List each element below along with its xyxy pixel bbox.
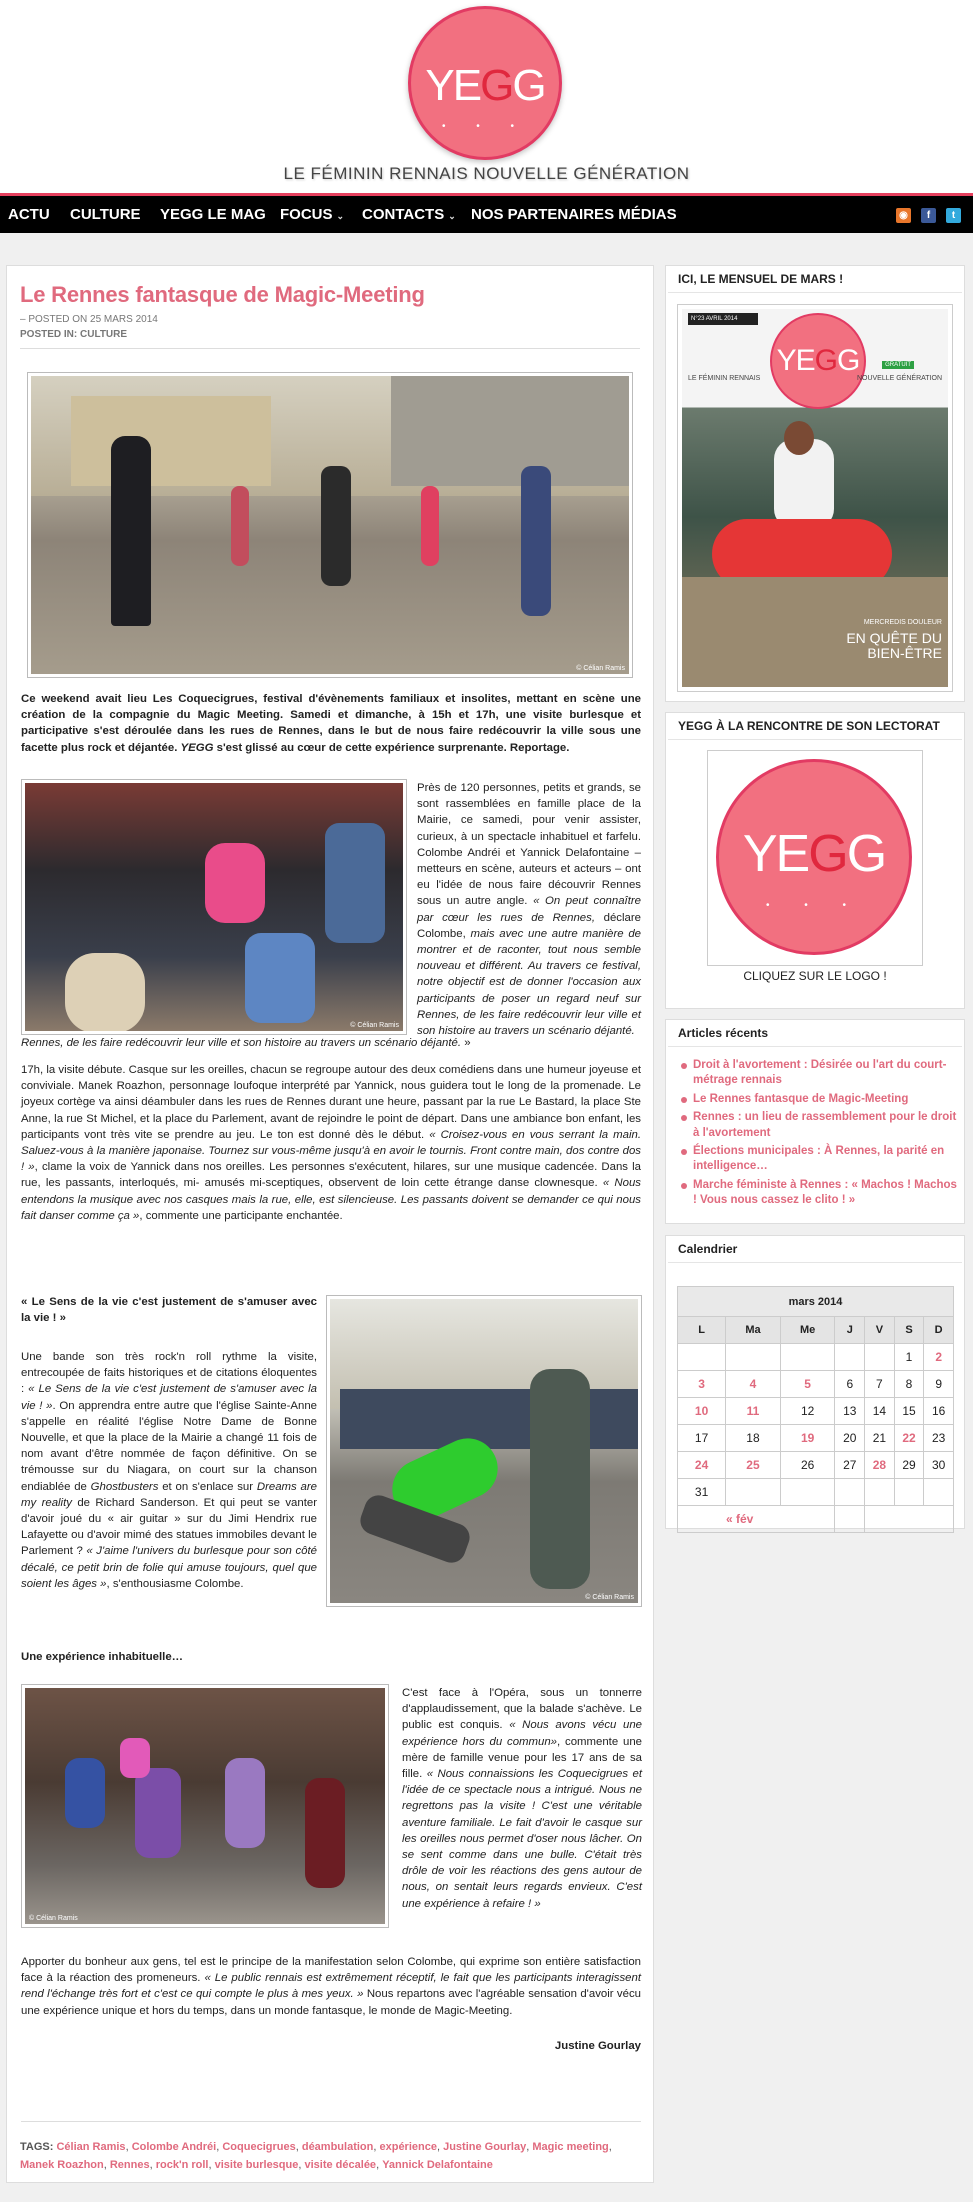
calendar-day: 1 [894, 1344, 924, 1371]
tag-link[interactable]: Coquecigrues [222, 2141, 296, 2153]
tag-separator: , [436, 2141, 444, 2153]
calendar-day [894, 1479, 924, 1506]
chevron-down-icon: ⌄ [448, 211, 456, 221]
calendar-day: 14 [865, 1398, 895, 1425]
widget-recent-posts [665, 1019, 965, 1224]
calendar-weekday: D [924, 1317, 954, 1344]
calendar-day-link[interactable]: 5 [780, 1371, 835, 1398]
recent-post-link[interactable]: Droit à l'avortement : Désirée ou l'art du court-métrage rennais [693, 1059, 947, 1087]
rss-icon[interactable]: ◉ [896, 208, 911, 223]
calendar-day-link[interactable]: 22 [894, 1425, 924, 1452]
calendar-weekday: V [865, 1317, 895, 1344]
nav-item-partenaires[interactable]: NOS PARTENAIRES MÉDIAS [471, 206, 677, 223]
paragraph-1: Près de 120 personnes, petits et grands, se sont rassemblées en famille place de la Mairie, ce samedi, pour venir assister, curieux, à un spectacle inhabituel et farfelu. Colombe Andréi et Yannick Delafontaine – metteurs en scène, auteurs et acteurs – ont eu l'idée de nous faire découvrir Rennes sous un autre angle. « On peut connaître par cœur les rues de Rennes, déclare Colombe, mais avec une autre manière de montrer et de raconter, tout nous semble nouveau et différent. Au travers ce festival, notre objectif est de donner l'occasion aux participants de poser un regard neuf sur Rennes, de les faire redécouvrir leur ville et son histoire au travers un scénario déjanté. [417, 782, 642, 1038]
post-title[interactable]: Le Rennes fantasque de Magic-Meeting [20, 282, 425, 307]
main-nav [0, 193, 973, 233]
calendar-week [678, 1479, 954, 1506]
calendar-day [865, 1344, 895, 1371]
calendar-day: 15 [894, 1398, 924, 1425]
calendar-day: 16 [924, 1398, 954, 1425]
calendar-footer-cell [835, 1506, 865, 1533]
calendar-day [835, 1479, 865, 1506]
tag-separator: , [298, 2159, 305, 2171]
photo-credit: © Célian Ramis [585, 1594, 634, 1601]
cover-issue: N°23 AVRIL 2014 [688, 313, 758, 325]
calendar-day: 6 [835, 1371, 865, 1398]
post-date: – POSTED ON 25 MARS 2014 [20, 314, 158, 325]
paragraph-5: Apporter du bonheur aux gens, tel est le principe de la manifestation selon Colombe, qui exprime son entière satisfaction face à la réaction des promeneurs. « Le public rennais est extrêmement réceptif, le fait que les participants interagissent rend l'échange très fort et c'est ce qui compte le plus à mes yeux. » Nous repartons avec l'agréable sensation d'avoir vécu une expérience unique et hors du temps, dans un monde fantasque, le monde de Magic-Meeting. [21, 1956, 641, 2017]
subheading-1: « Le Sens de la vie c'est justement de s'amuser avec la vie ! » [21, 1296, 317, 1325]
recent-post-item [677, 1058, 957, 1089]
calendar-week [678, 1344, 954, 1371]
photo-dance-green [326, 1295, 642, 1607]
calendar-day: 23 [924, 1425, 954, 1452]
calendar-day: 31 [678, 1479, 726, 1506]
recent-post-link[interactable]: Marche féministe à Rennes : « Machos ! Machos ! Vous nous cassez le clito ! » [693, 1178, 957, 1207]
recent-post-link[interactable]: Rennes : un lieu de rassemblement pour le droit à l'avortement [693, 1111, 957, 1139]
nav-item-contacts[interactable]: CONTACTS ⌄ [362, 206, 456, 223]
calendar-day: 7 [865, 1371, 895, 1398]
paragraph-3: Une bande son très rock'n roll rythme la visite, entrecoupée de faits historiques et de citations éloquentes : « Le Sens de la vie c'est justement de s'amuser avec la vie ! ». On apprendra entre autre que l'église Sainte-Anne s'appelle en réalité l'église Notre Dame de Bonne Nouvelle, et que la place de la Mairie a changé 11 fois de nom avant d'être nommée de façon définitive. On se trémousse sur du Niagara, on court sur la chanson endiablée de Ghostbusters et on s'enlace sur Dreams are my reality de Richard Sanderson. Et qui peut se vanter d'avoir joué du « air guitar » sur du Jimi Hendrix rue Lafayette ou d'avoir mimé des statues immobiles devant le Parlement ? « J'aime l'univers du burlesque pour son côté décalé, ce petit brin de folie qui amuse toujours, quel que soient les âges », s'enthousiasme Colombe. [21, 1351, 317, 1590]
calendar-day: 18 [726, 1425, 781, 1452]
photo-crowd [21, 779, 407, 1035]
calendar-weekday: J [835, 1317, 865, 1344]
calendar-day: 30 [924, 1452, 954, 1479]
tag-link[interactable]: déambulation [301, 2141, 374, 2153]
divider [21, 2121, 641, 2122]
facebook-icon[interactable]: f [921, 208, 936, 223]
logo-wordmark: YEGG [425, 61, 545, 110]
tag-link[interactable]: visite burlesque [214, 2159, 299, 2171]
yegg-logo[interactable] [408, 6, 562, 160]
tag-link[interactable]: expérience [379, 2141, 437, 2153]
calendar-day-link[interactable]: 19 [780, 1425, 835, 1452]
site-tagline: LE FÉMININ RENNAIS NOUVELLE GÉNÉRATION [283, 164, 690, 183]
calendar-day-link[interactable]: 3 [678, 1371, 726, 1398]
calendar-day [865, 1479, 895, 1506]
calendar-table [677, 1286, 954, 1533]
widget-title: ICI, LE MENSUEL DE MARS ! [668, 266, 962, 293]
tag-link[interactable]: Célian Ramis [56, 2141, 126, 2153]
cover-kicker: MERCREDIS DOULEUR [863, 619, 942, 626]
lectorat-caption: CLIQUEZ SUR LE LOGO ! [743, 969, 887, 983]
calendar-day: 26 [780, 1452, 835, 1479]
calendar-weekday: Ma [726, 1317, 781, 1344]
calendar-week [678, 1398, 954, 1425]
tag-separator: , [526, 2141, 533, 2153]
calendar-day: 17 [678, 1425, 726, 1452]
tag-link[interactable]: visite décalée [304, 2159, 377, 2171]
calendar-day-link[interactable]: 28 [865, 1452, 895, 1479]
tag-link[interactable]: Yannick Delafontaine [382, 2159, 493, 2171]
tag-separator: , [103, 2159, 110, 2171]
cover-free-badge: GRATUIT [882, 361, 914, 369]
calendar-day-link[interactable]: 24 [678, 1452, 726, 1479]
paragraph-2: 17h, la visite débute. Casque sur les oreilles, chacun se regroupe autour des deux comédiens dans une humeur joyeuse et conviviale. Manek Roazhon, personnage loufoque interprété par Yannick, nous guidera tout le long de la promenade. Le joyeux cortège va ainsi déambuler dans les rues de Rennes durant une heure, passant par la rue Le Bastard, la place Ste Anne, la rue St Michel, et la place du Parlement, avant de rejoindre le point de départ. Dans une ambiance bon enfant, les participants vont très vite se prendre au jeu. Le ton est donné dès le début. « Croisez-vous en vous serrant la main. Saluez-vous à la manière japonaise. Tournez sur vous-même jusqu'à en avoir le tournis. Front contre main, dos contre dos ! », clame la voix de Yannick dans nos oreilles. Les personnes s'exécutent, hilares, sur une musique cadencée. Dans la rue, les passants, interloqués, mi- amusés mi-sceptiques, observent de loin cette étrange danse clownesque. « Nous entendons la musique avec nos casques mais la rue, elle, est silencieuse. Les passants doivent se demander ce qui nous fait danser comme ça », commente une participante enchantée. [21, 1064, 642, 1222]
tag-separator: , [295, 2141, 302, 2153]
recent-post-link[interactable]: Élections municipales : À Rennes, la parité en intelligence… [693, 1145, 945, 1173]
calendar-day: 27 [835, 1452, 865, 1479]
photo-place-mairie [27, 372, 633, 678]
post-intro: Ce weekend avait lieu Les Coquecigrues, festival d'évènements familiaux et insolites, mettant en scène une création de la compagnie du Magic Meeting. Samedi et dimanche, à 15h et 17h, une visite burlesque et participative s'est déroulée dans les rues de Rennes, dans le but de nous faire redécouvrir la ville sous une facette plus rock et déjantée. YEGG s'est glissé au cœur de cette expérience surprenante. Reportage. [21, 693, 641, 754]
logo-dots: • • • [765, 900, 863, 911]
tag-separator: , [125, 2141, 132, 2153]
article [6, 265, 654, 2183]
magazine-cover[interactable] [677, 304, 953, 692]
recent-post-item [677, 1092, 957, 1107]
calendar-day [835, 1344, 865, 1371]
tag-separator: , [373, 2141, 380, 2153]
calendar-day: 13 [835, 1398, 865, 1425]
calendar-day: 29 [894, 1452, 924, 1479]
tag-separator: , [608, 2141, 612, 2153]
calendar-day: 12 [780, 1398, 835, 1425]
lectorat-logo-frame[interactable] [707, 750, 923, 966]
widget-magazine [665, 265, 965, 702]
chevron-down-icon: ⌄ [336, 211, 345, 221]
divider [20, 348, 640, 349]
calendar-day [726, 1344, 781, 1371]
calendar-day: 8 [894, 1371, 924, 1398]
recent-post-item [677, 1178, 957, 1209]
calendar-day [726, 1479, 781, 1506]
photo-credit: © Célian Ramis [576, 665, 625, 672]
tag-link[interactable]: Magic meeting [532, 2141, 609, 2153]
tag-separator: , [149, 2159, 156, 2171]
tag-link[interactable]: Colombe Andréi [131, 2141, 217, 2153]
tag-link[interactable]: Manek Roazhon [20, 2159, 104, 2171]
recent-post-link[interactable]: Le Rennes fantasque de Magic-Meeting [693, 1092, 909, 1105]
cover-logo: YEGG [770, 313, 866, 409]
subheading-2: Une expérience inhabituelle… [21, 1651, 184, 1663]
calendar-weekday: L [678, 1317, 726, 1344]
widget-title: Calendrier [668, 1236, 962, 1263]
recent-post-item [677, 1144, 957, 1175]
tag-separator: , [376, 2159, 383, 2171]
logo-wordmark: YEGG [742, 825, 886, 883]
nav-item-actu[interactable]: ACTU [8, 206, 50, 223]
tag-separator: , [216, 2141, 223, 2153]
post-category[interactable]: POSTED IN: CULTURE [20, 329, 128, 340]
calendar-day: 21 [865, 1425, 895, 1452]
cover-headline: EN QUÊTE DU BIEN-ÊTRE [846, 630, 942, 661]
post-tags: TAGS: Célian Ramis, Colombe Andréi, Coquecigrues, déambulation, expérience, Justine Gourlay, Magic meeting, Manek Roazhon, Rennes, rock'n roll, visite burlesque, visite décalée, Yannick Delafontaine [20, 2141, 612, 2171]
photo-credit: © Célian Ramis [29, 1915, 78, 1922]
paragraph-4: C'est face à l'Opéra, sous un tonnerre d'applaudissement, que la balade s'achève. Le public est conquis. « Nous avons vécu une expérience hors du commun», commente une mère de famille venue pour les 17 ans de sa fille. « Nous connaissions les Coquecigrues et l'idée de ce spectacle nous a intrigué. Nous ne regrettons pas la visite ! C'est une véritable aventure familiale. Le fait d'avoir le casque sur les oreilles nous permet d'oser nous lâcher. On se sent comme dans une bulle. C'était très drôle de voir les réactions des gens autour de nous, on sentait leurs regards envieux. C'est une expérience à refaire ! » [402, 1687, 643, 1910]
calendar-weekday: Me [780, 1317, 835, 1344]
recent-posts-list [677, 1058, 957, 1212]
logo-dots: • • • [441, 121, 529, 132]
calendar-day [780, 1344, 835, 1371]
photo-credit: © Célian Ramis [350, 1022, 399, 1029]
site-header [0, 0, 973, 190]
calendar-day: 20 [835, 1425, 865, 1452]
calendar-weekday: S [894, 1317, 924, 1344]
nav-item-focus[interactable]: FOCUS ⌄ [280, 206, 345, 223]
twitter-icon[interactable]: t [946, 208, 961, 223]
calendar-week [678, 1452, 954, 1479]
tag-link[interactable]: Rennes [109, 2159, 150, 2171]
tag-link[interactable]: rock'n roll [155, 2159, 209, 2171]
calendar-week [678, 1425, 954, 1452]
cover-tagline: LE FÉMININ RENNAIS [688, 375, 761, 382]
calendar-day-link[interactable]: 4 [726, 1371, 781, 1398]
calendar-day-link[interactable]: 10 [678, 1398, 726, 1425]
calendar-day-link[interactable]: 25 [726, 1452, 781, 1479]
calendar-day [678, 1344, 726, 1371]
photo-street-dance [21, 1684, 389, 1928]
tag-separator: , [208, 2159, 215, 2171]
widget-title: Articles récents [668, 1020, 962, 1047]
widget-lectorat [665, 712, 965, 1009]
calendar-prev-month[interactable]: « fév [678, 1506, 835, 1533]
widget-calendar [665, 1235, 965, 1529]
nav-item-yegg-le-mag[interactable]: YEGG LE MAG [160, 206, 266, 223]
paragraph-1-end: Rennes, de les faire redécouvrir leur ville et son histoire au travers un scénario déjanté. » [21, 1037, 471, 1049]
author-signature: Justine Gourlay [554, 2040, 641, 2052]
calendar-day: 9 [924, 1371, 954, 1398]
calendar-day-link[interactable]: 11 [726, 1398, 781, 1425]
calendar-day-link[interactable]: 2 [924, 1344, 954, 1371]
tag-link[interactable]: Justine Gourlay [443, 2141, 527, 2153]
nav-item-culture[interactable]: CULTURE [70, 206, 141, 223]
cover-tagline-2: NOUVELLE GÉNÉRATION [856, 375, 942, 382]
calendar-day [924, 1479, 954, 1506]
calendar-day [780, 1479, 835, 1506]
calendar-week [678, 1371, 954, 1398]
recent-post-item [677, 1110, 957, 1141]
calendar-footer-cell [865, 1506, 954, 1533]
widget-title: YEGG À LA RENCONTRE DE SON LECTORAT [668, 713, 962, 740]
calendar-month: mars 2014 [677, 1286, 954, 1316]
yegg-logo[interactable] [716, 759, 912, 955]
